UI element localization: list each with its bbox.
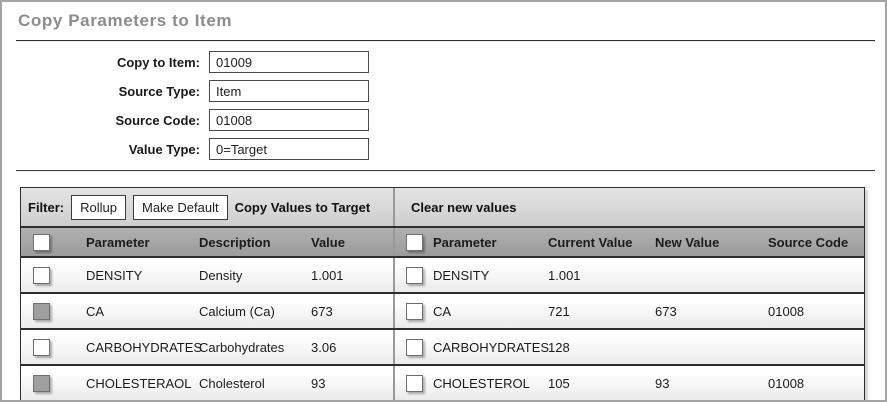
description-cell: Cholesterol [199,375,265,391]
toolbar-source-section [21,188,395,226]
new-value-cell: 93 [655,375,670,391]
parameter-cell: CHOLESTEROL [433,375,530,391]
value-cell: 3.06 [311,339,337,355]
target-select-all-checkbox[interactable] [406,234,423,251]
source-row [21,366,395,400]
source-code-cell: 01008 [768,375,805,391]
parameter-cell: DENSITY [433,267,490,283]
make-default-button[interactable]: Make Default [133,195,228,220]
form-row-source-type [2,80,369,102]
description-cell: Carbohydrates [199,339,285,355]
value-cell: 673 [311,303,333,319]
table-row [20,293,865,329]
source-code-label: Source Code: [115,112,200,128]
source-type-label: Source Type: [118,83,200,99]
title-divider [16,40,875,42]
target-row-checkbox[interactable] [406,267,423,284]
current-value-cell: 105 [548,375,570,391]
parameters-grid [20,187,865,401]
source-code-cell: 01008 [768,303,805,319]
new-value-cell [655,330,768,364]
description-cell: Density [199,267,243,283]
parameter-cell: CA [86,303,105,319]
target-row [395,258,864,292]
source-row-checkbox[interactable] [33,375,50,392]
target-header-parameter: Parameter [433,234,497,250]
target-row-checkbox[interactable] [406,303,423,320]
target-row-checkbox[interactable] [406,339,423,356]
source-row-checkbox[interactable] [33,303,50,320]
new-value-cell [655,258,768,292]
source-code-cell [768,330,864,364]
table-row [20,365,865,401]
source-code-field[interactable] [209,109,369,131]
parameter-cell: DENSITY [86,267,143,283]
section-divider [16,170,875,172]
parameter-cell: CARBOHYDRATES [433,339,550,355]
clear-new-values-label: Clear new values [411,199,517,215]
form-row-source-code [2,109,369,131]
target-header-new-value: New Value [655,234,720,250]
toolbar-target-section [395,188,864,226]
target-row [395,366,864,400]
table-row [20,329,865,365]
copy-to-item-label: Copy to Item: [116,54,200,70]
source-row-checkbox[interactable] [33,267,50,284]
target-row [395,294,864,328]
grid-toolbar [20,187,865,227]
target-table-header [395,228,864,256]
value-cell: 1.001 [311,267,344,283]
current-value-cell: 721 [548,303,570,319]
current-value-cell: 1.001 [548,267,581,283]
grid-header [20,227,865,257]
filter-label: Filter: [28,199,65,215]
source-type-field[interactable] [209,80,369,102]
source-code-cell [768,258,864,292]
current-value-cell: 128 [548,339,570,355]
page-title: Copy Parameters to Item [18,11,233,30]
source-header-description: Description [199,234,271,250]
table-row [20,257,865,293]
source-header-value: Value [311,234,345,250]
source-header-checkbox-cell [21,228,86,256]
parameter-cell: CARBOHYDRATES [86,339,203,355]
value-type-label: Value Type: [128,141,200,157]
target-row-checkbox[interactable] [406,375,423,392]
copy-parameters-form [2,51,369,167]
target-header-checkbox-cell [395,228,433,256]
source-select-all-checkbox[interactable] [33,234,50,251]
new-value-cell: 673 [655,303,677,319]
parameter-cell: CA [433,303,452,319]
source-header-parameter: Parameter [86,234,150,250]
source-row [21,294,395,328]
source-row [21,258,395,292]
rollup-button[interactable]: Rollup [71,195,126,220]
copy-values-to-target-label: Copy Values to Target [234,199,371,215]
form-row-copy-to-item [2,51,369,73]
target-header-source-code: Source Code [768,234,849,250]
source-row-checkbox[interactable] [33,339,50,356]
target-row [395,330,864,364]
copy-to-item-field[interactable] [209,51,369,73]
value-cell: 93 [311,375,326,391]
parameter-cell: CHOLESTERAOL [86,375,192,391]
source-table-header [21,228,395,256]
target-header-current-value: Current Value [548,234,633,250]
form-row-value-type [2,138,369,160]
value-type-field[interactable] [209,138,369,160]
description-cell: Calcium (Ca) [199,303,275,319]
source-row [21,330,395,364]
